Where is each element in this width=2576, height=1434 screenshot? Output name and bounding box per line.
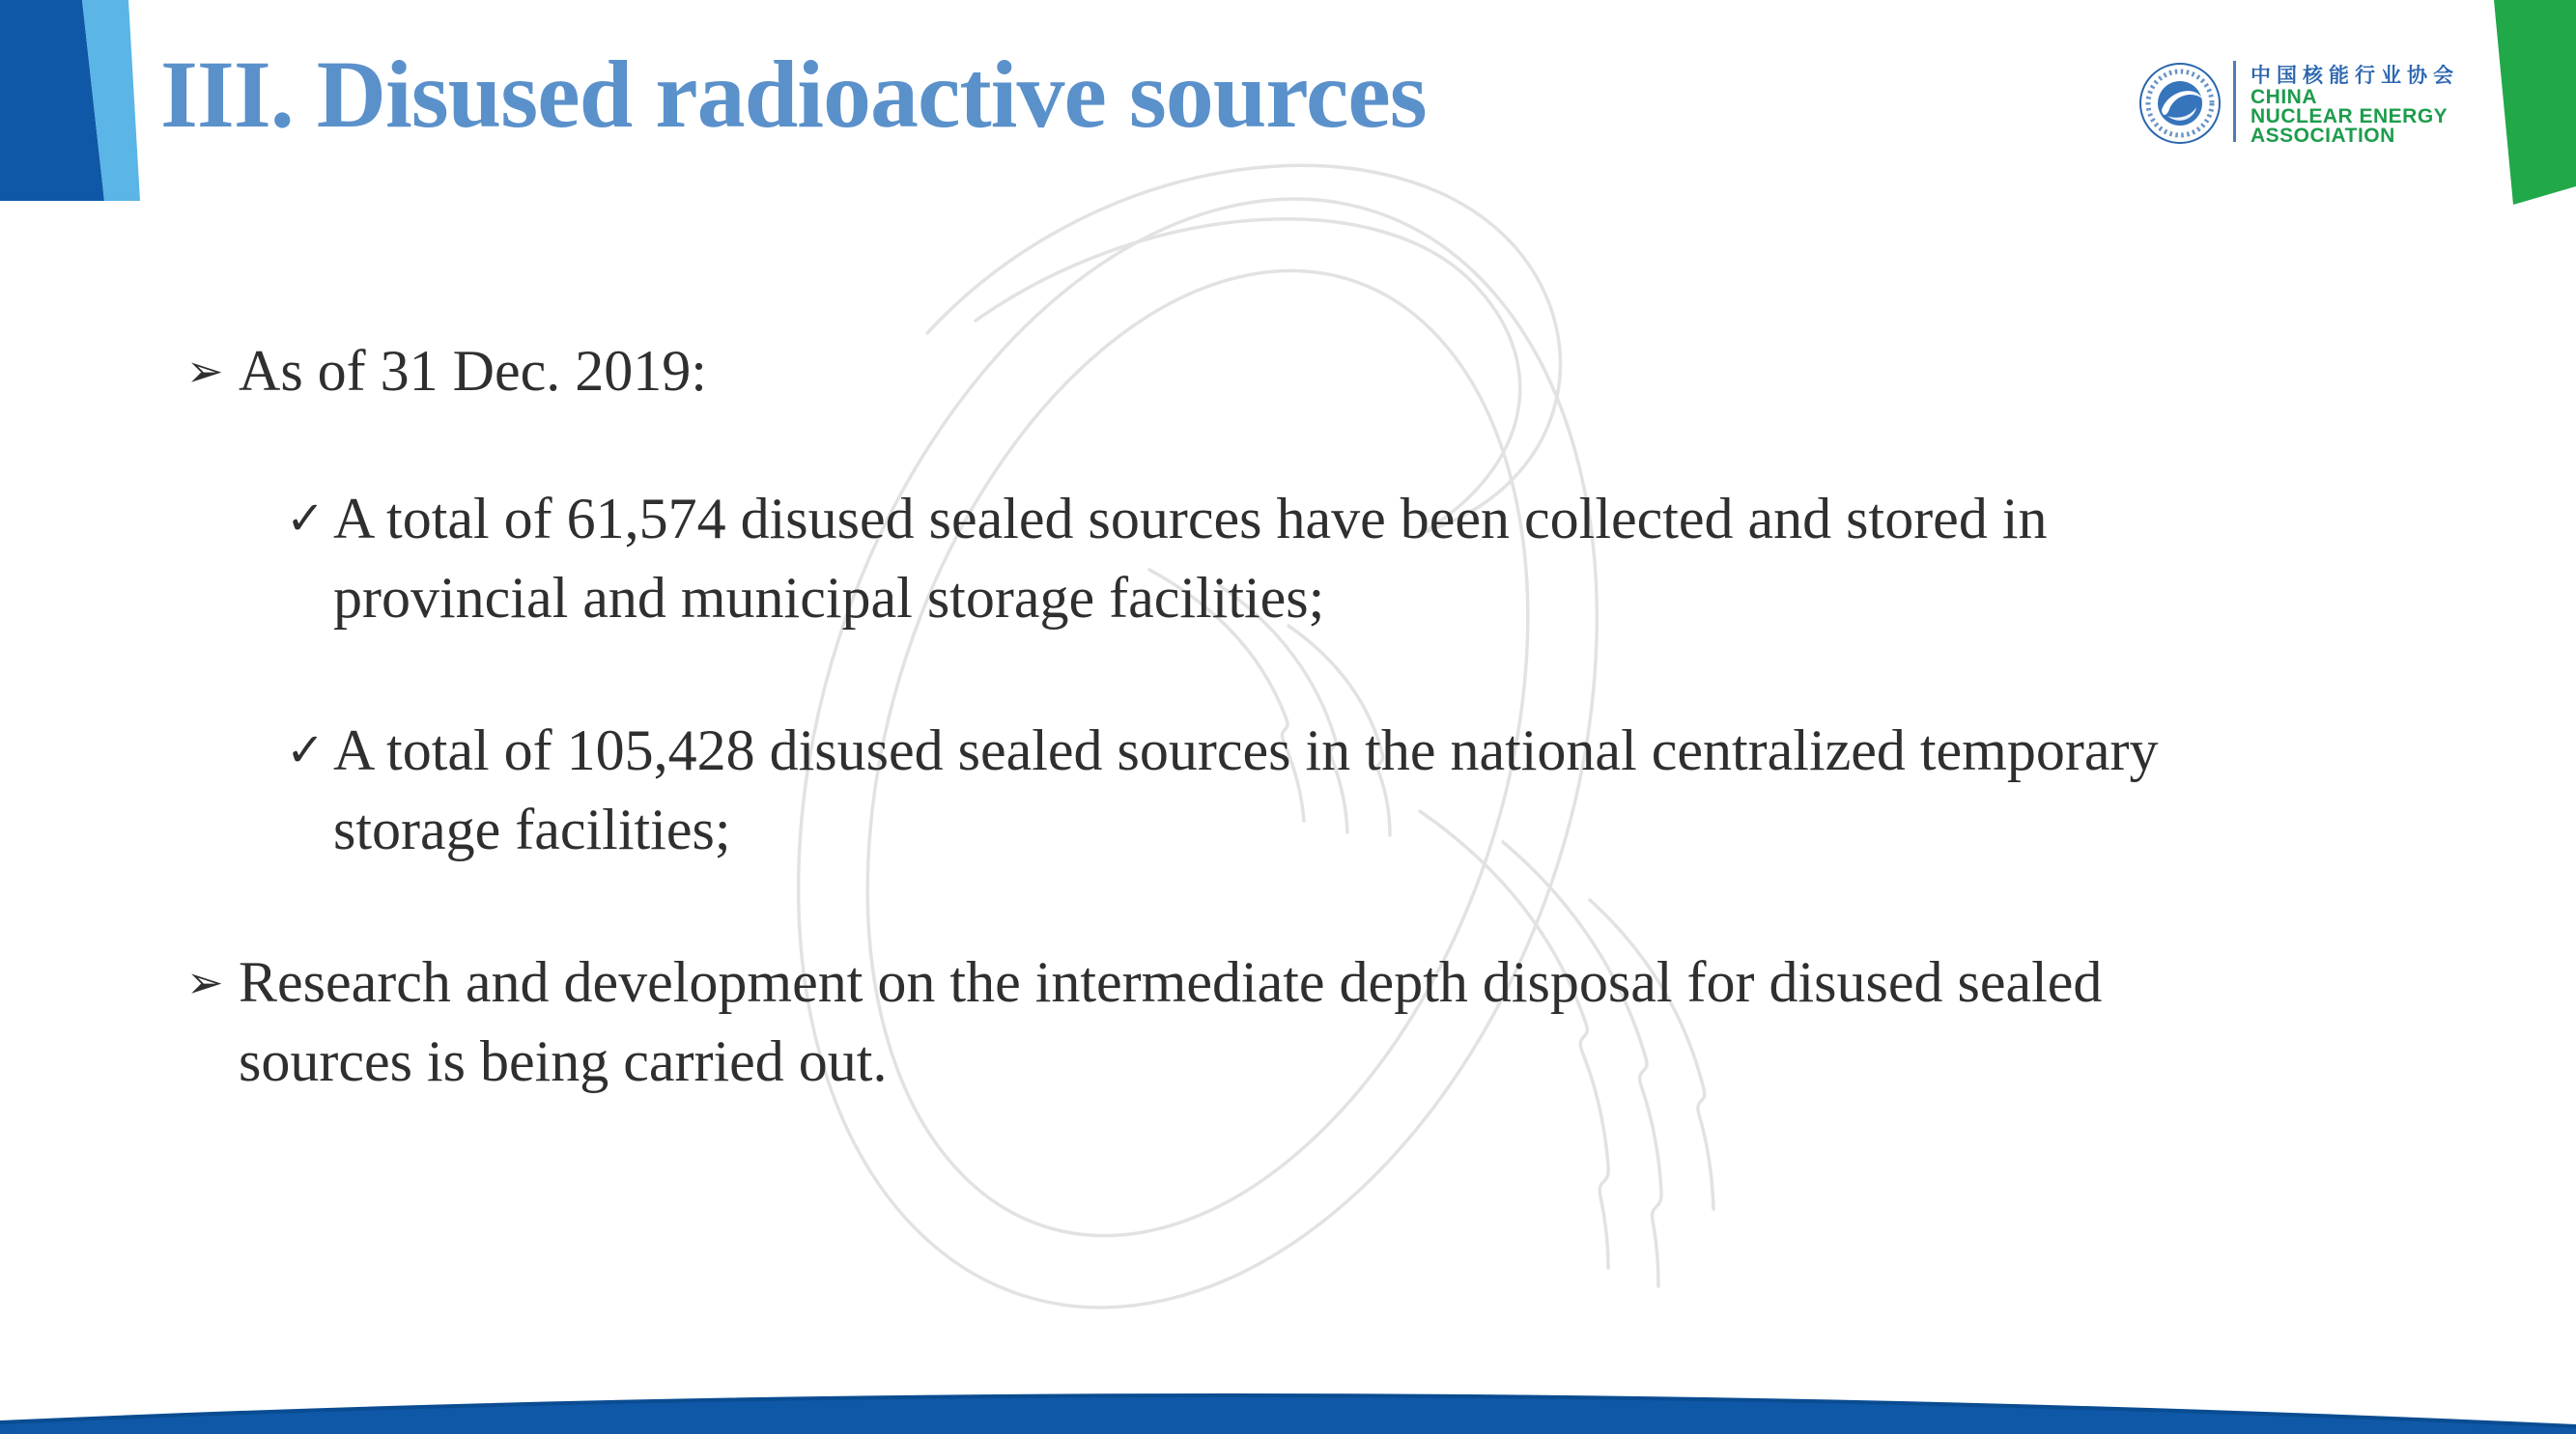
- logo-divider: [2233, 61, 2236, 142]
- logo-name-en: [2250, 88, 2448, 146]
- logo-name-en-line3: ASSOCIATION: [2250, 125, 2395, 147]
- bottom-band-edge: [0, 1395, 2576, 1426]
- cnea-logo: [2138, 53, 2544, 159]
- sub-bullet-text: A total of 105,428 disused sealed sources in the national centralized temporary storage facilities;: [333, 718, 2159, 861]
- check-bullet-icon: ✓: [286, 723, 326, 777]
- logo-name-cn: 中国核能行业协会: [2250, 64, 2459, 87]
- page-title: III. Disused radioactive sources: [160, 41, 1427, 148]
- bottom-band: [0, 1395, 2576, 1434]
- bullet-item: [186, 331, 2228, 410]
- sub-bullet-text: A total of 61,574 disused sealed sources have been collected and stored in provincial and municipal storage facilities;: [333, 487, 2048, 630]
- arrow-bullet-icon: ➢: [186, 956, 224, 1008]
- cnea-emblem-icon: [2138, 62, 2222, 145]
- sub-bullet-item: [286, 711, 2279, 869]
- sub-bullet-item: [286, 479, 2279, 637]
- bullet-item: [186, 942, 2228, 1101]
- bullet-text: As of 31 Dec. 2019:: [239, 339, 707, 403]
- check-bullet-icon: ✓: [286, 492, 326, 546]
- left-stripe-light: [82, 0, 140, 201]
- logo-name-en-line1: CHINA: [2250, 86, 2317, 108]
- bullet-text: Research and development on the intermediate depth disposal for disused sealed sources is being carried out.: [239, 950, 2103, 1093]
- left-stripe-dark: [0, 0, 104, 201]
- logo-name-en-line2: NUCLEAR ENERGY: [2250, 105, 2449, 127]
- arrow-bullet-icon: ➢: [186, 345, 224, 397]
